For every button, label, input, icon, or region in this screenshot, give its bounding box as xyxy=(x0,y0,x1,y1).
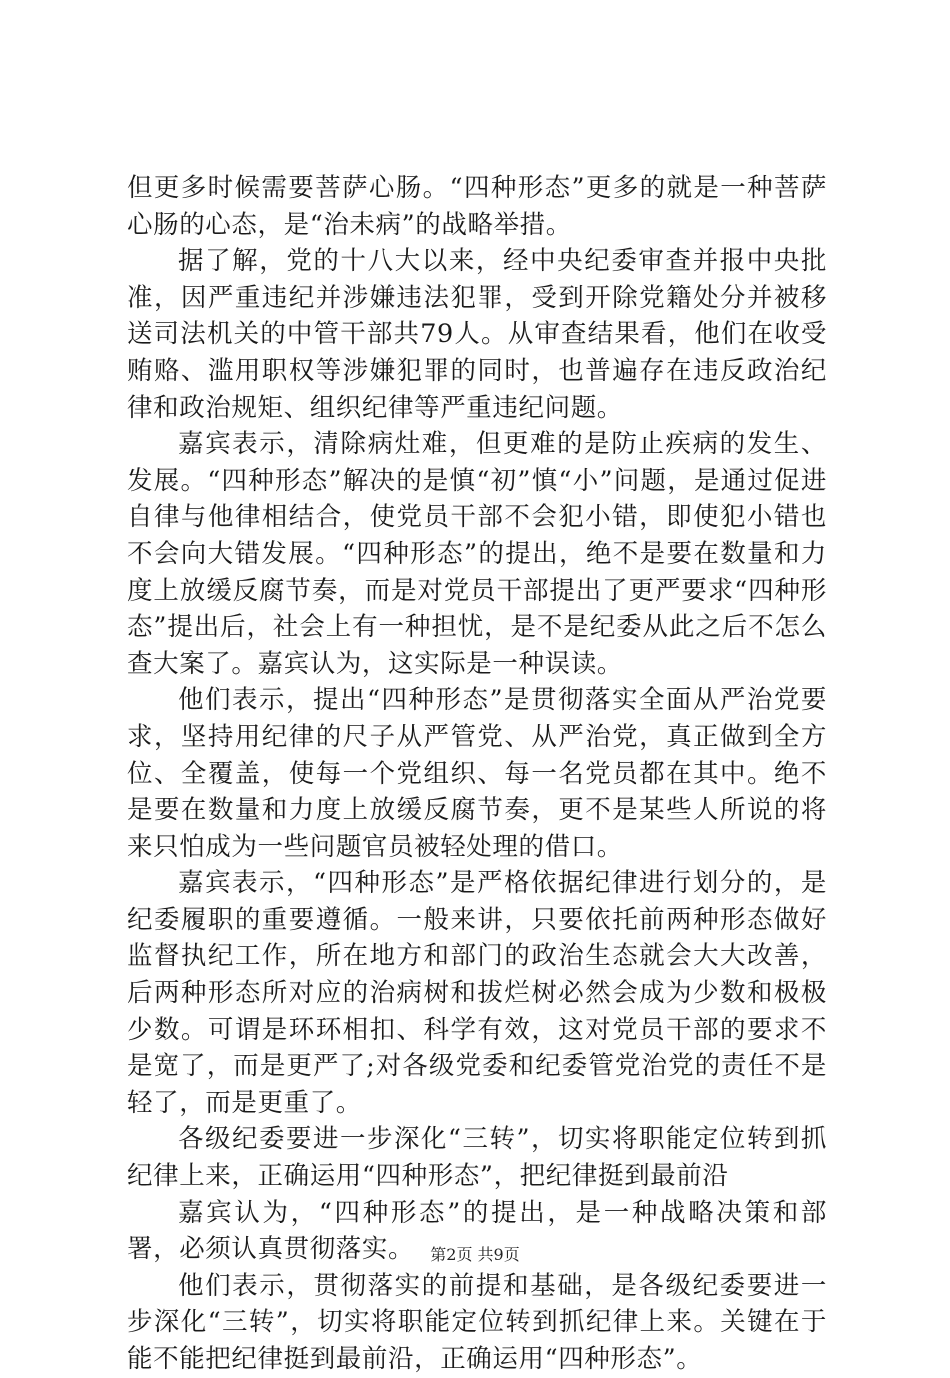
paragraph: 嘉宾表示，清除病灶难，但更难的是防止疾病的发生、发展。“四种形态”解决的是慎“初”慎“小”问题，是通过促进自律与他律相结合，使党员干部不会犯小错，即使犯小错也不会向大错发展。“四种形态”的提出，绝不是要在数量和力度上放缓反腐节奏，而是对党员干部提出了更严要求“四种形态”提出后，社会上有一种担忧，是不是纪委从此之后不怎么查大案了。嘉宾认为，这实际是一种误读。 xyxy=(127,429,827,679)
paragraph: 据了解，党的十八大以来，经中央纪委审查并报中央批准，因严重违纪并涉嫌违法犯罪，受到开除党籍处分并被移送司法机关的中管干部共79人。从审查结果看，他们在收受贿赂、滥用职权等涉嫌犯罪的同时，也普遍存在违反政治纪律和政治规矩、组织纪律等严重违纪问题。 xyxy=(127,246,827,423)
paragraph: 嘉宾认为，“四种形态”的提出，是一种战略决策和部署，必须认真贯彻落实。 xyxy=(127,1197,827,1265)
paragraph: 他们表示，贯彻落实的前提和基础，是各级纪委要进一步深化“三转”，切实将职能定位转到抓纪律上来。关键在于能不能把纪律挺到最前沿，正确运用“四种形态”。 xyxy=(127,1270,827,1374)
page-number-footer: 第2页 共9页 xyxy=(430,1245,520,1264)
paragraph: 各级纪委要进一步深化“三转”，切实将职能定位转到抓纪律上来，正确运用“四种形态”，把纪律挺到最前沿 xyxy=(127,1124,827,1192)
paragraph-continuation: 但更多时候需要菩萨心肠。“四种形态”更多的就是一种菩萨心肠的心态，是“治未病”的战略举措。 xyxy=(127,173,827,240)
document-body xyxy=(127,170,827,1378)
paragraph: 嘉宾表示，“四种形态”是严格依据纪律进行划分的，是纪委履职的重要遵循。一般来讲，只要依托前两种形态做好监督执纪工作，所在地方和部门的政治生态就会大大改善，后两种形态所对应的治病树和拔烂树必然会成为少数和极极少数。可谓是环环相扣、科学有效，这对党员干部的要求不是宽了，而是更严了;对各级党委和纪委管党治党的责任不是轻了，而是更重了。 xyxy=(127,868,827,1118)
paragraph: 他们表示，提出“四种形态”是贯彻落实全面从严治党要求，坚持用纪律的尺子从严管党、从严治党，真正做到全方位、全覆盖，使每一个党组织、每一名党员都在其中。绝不是要在数量和力度上放缓反腐节奏，更不是某些人所说的将来只怕成为一些问题官员被轻处理的借口。 xyxy=(127,685,827,862)
